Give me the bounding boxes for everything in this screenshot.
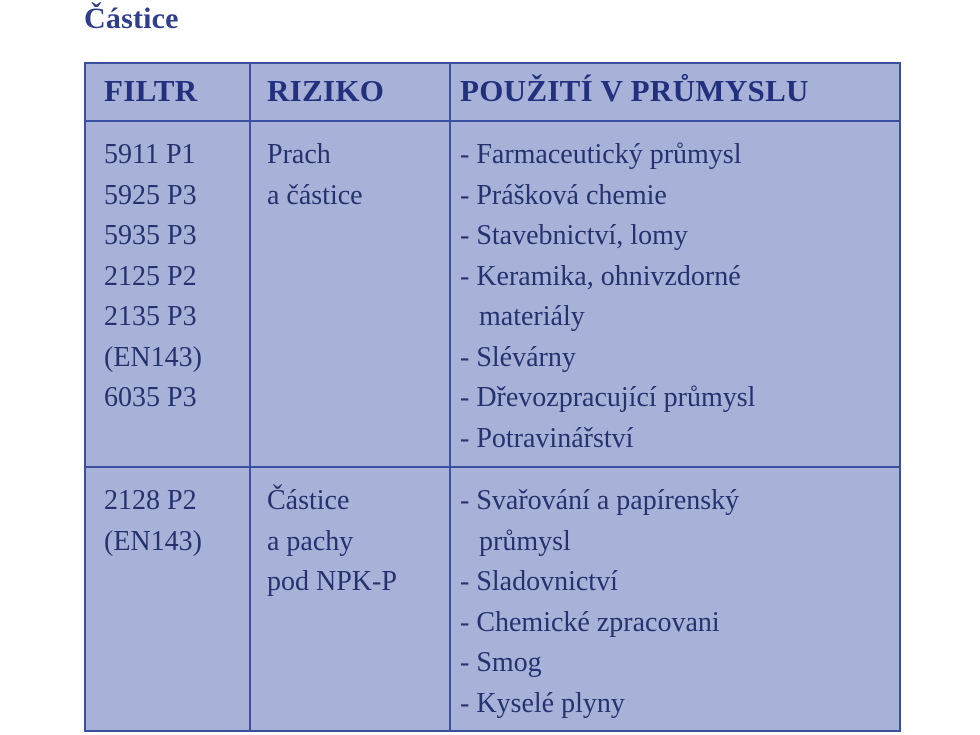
use-item: - Farmaceutický průmysl xyxy=(460,139,742,170)
use-item-continuation: materiály xyxy=(479,301,585,332)
risk-text: a pachy xyxy=(267,525,354,557)
use-item: - Kyselé plyny xyxy=(460,687,625,719)
filter-code: (EN143) xyxy=(104,525,202,557)
table-header-row xyxy=(86,64,899,122)
filter-code: 2128 P2 xyxy=(104,485,197,516)
filter-code: 6035 P3 xyxy=(104,382,197,413)
header-filtr: FILTR xyxy=(86,64,251,120)
table-row xyxy=(86,122,899,468)
use-item-continuation: průmysl xyxy=(479,525,571,557)
risk-text: Částice xyxy=(267,485,350,516)
use-item: - Chemické zpracovani xyxy=(460,606,720,638)
risk-text: a částice xyxy=(267,179,363,211)
filter-code: 5935 P3 xyxy=(104,220,197,251)
filter-cell xyxy=(86,122,251,466)
use-item: - Prášková chemie xyxy=(460,179,667,211)
risk-cell xyxy=(251,468,451,730)
filter-code: 2135 P3 xyxy=(104,301,197,332)
risk-cell xyxy=(251,122,451,466)
use-item: - Dřevozpracující průmysl xyxy=(460,382,756,413)
uses-cell xyxy=(451,468,899,730)
filter-code: 5911 P1 xyxy=(104,139,196,170)
filter-code: (EN143) xyxy=(104,341,202,373)
header-riziko: RIZIKO xyxy=(251,64,451,120)
use-item: - Slévárny xyxy=(460,341,576,373)
use-item: - Svařování a papírenský xyxy=(460,485,740,516)
use-item: - Stavebnictví, lomy xyxy=(460,220,688,251)
section-title: Částice xyxy=(84,2,179,35)
use-item: - Sladovnictví xyxy=(460,566,618,597)
table-row xyxy=(86,468,899,730)
use-item: - Potravinářství xyxy=(460,422,634,454)
risk-text: pod NPK-P xyxy=(267,566,397,597)
use-item: - Smog xyxy=(460,647,542,678)
filter-code: 5925 P3 xyxy=(104,179,197,211)
filter-table xyxy=(84,62,901,732)
uses-cell xyxy=(451,122,899,466)
filter-code: 2125 P2 xyxy=(104,260,197,292)
header-pouziti: POUŽITÍ V PRŮMYSLU xyxy=(460,73,809,108)
risk-text: Prach xyxy=(267,139,331,170)
use-item: - Keramika, ohnivzdorné xyxy=(460,260,741,292)
filter-cell xyxy=(86,468,251,730)
